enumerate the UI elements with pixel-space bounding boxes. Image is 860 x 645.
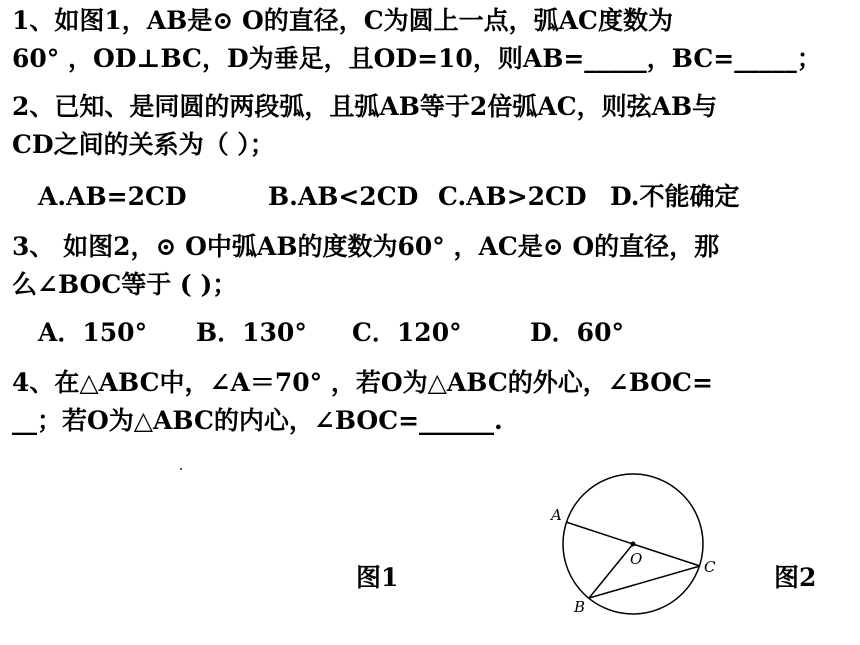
figure1-caption: 图1 bbox=[356, 563, 399, 592]
label-a: A bbox=[551, 506, 562, 524]
center-dot bbox=[631, 542, 636, 547]
q3-line1: 3、 如图2，⊙ O中弧AB的度数为60° ，AC是⊙ O的直径，那 bbox=[12, 232, 720, 261]
q2-line1: 2、已知、是同圆的两段弧，且弧AB等于2倍弧AC，则弦AB与 bbox=[12, 92, 718, 121]
figure2-caption: 图2 bbox=[774, 563, 817, 592]
q2-option-a: A.AB=2CD bbox=[38, 182, 187, 211]
radius-ob bbox=[589, 544, 633, 598]
q3-option-b: B．130° bbox=[196, 318, 307, 347]
q2-option-d: D.不能确定 bbox=[610, 182, 740, 211]
label-c: C bbox=[704, 558, 716, 576]
label-o: O bbox=[630, 550, 643, 568]
q2-option-c: C.AB>2CD bbox=[438, 182, 587, 211]
q2-option-b: B.AB<2CD bbox=[268, 182, 419, 211]
q1-line2: 60° ，OD⊥BC，D为垂足，且OD=10，则AB=_____，BC=_____； bbox=[12, 44, 822, 73]
q3-line2: 么∠BOC等于 ( )； bbox=[12, 270, 238, 299]
q2-line2: CD之间的关系为（ ）； bbox=[12, 130, 275, 159]
q3-option-a: A．150° bbox=[38, 318, 148, 347]
q3-option-c: C．120° bbox=[352, 318, 462, 347]
q3-option-d: D．60° bbox=[530, 318, 624, 347]
q4-line1: 4、在△ABC中，∠A＝70° ，若O为△ABC的外心，∠BOC= bbox=[12, 368, 713, 397]
q1-line1: 1、如图1，AB是⊙ O的直径，C为圆上一点，弧AC度数为 bbox=[12, 6, 673, 35]
q4-line2: __；若O为△ABC的内心，∠BOC=______. bbox=[12, 406, 503, 435]
label-b: B bbox=[574, 598, 586, 616]
